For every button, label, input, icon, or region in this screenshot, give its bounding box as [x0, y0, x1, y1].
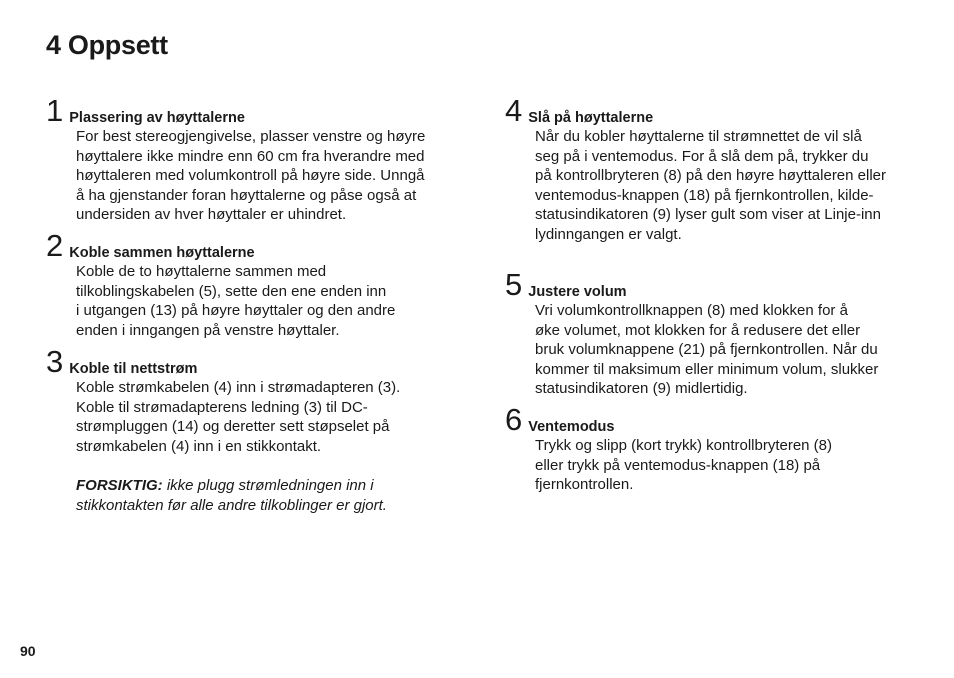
section-number: 5 — [505, 267, 523, 302]
section-title: Ventemodus — [528, 419, 615, 435]
section-body: Koble strømkabelen (4) inn i strømadapteren (3). Koble til strømadapterens ledning (3) til DC- strømpluggen (14) og deretter sett støpselet på strømkabelen (4) inn i en stikkontakt. — [76, 379, 401, 455]
warning-label: FORSIKTIG: — [76, 476, 163, 494]
section-placement — [46, 93, 446, 225]
section-title: Koble sammen høyttalerne — [69, 245, 255, 261]
section-power — [46, 344, 446, 515]
section-header — [505, 402, 925, 437]
section-volume — [505, 267, 925, 399]
section-title: Koble til nettstrøm — [69, 361, 198, 377]
section-number: 1 — [46, 93, 64, 128]
section-number: 6 — [505, 402, 523, 437]
section-standby — [505, 402, 925, 495]
page-number: 90 — [20, 643, 36, 659]
section-connect-speakers — [46, 228, 446, 340]
section-header — [505, 93, 925, 128]
section-header — [46, 93, 446, 128]
section-title: Justere volum — [528, 284, 627, 300]
section-turn-on — [505, 93, 925, 245]
section-number: 4 — [505, 93, 523, 128]
section-title: Plassering av høyttalerne — [69, 110, 245, 126]
section-number: 3 — [46, 344, 64, 379]
section-body: Når du kobler høyttalerne til strømnettet de vil slå seg på i ventemodus. For å slå dem på, trykker du på kontrollbryteren (8) på den høyre høyttaleren eller ventemodus-knappen (18) på fjernkontrollen, kilde- statusindikatoren (9) lyser gult som viser at Linje-inn lydinngangen er valgt. — [535, 128, 887, 243]
section-body: Vri volumkontrollknappen (8) med klokken for å øke volumet, mot klokken for å redusere det eller bruk volumknappene (21) på fjernkontrollen. Når du kommer til maksimum eller minimum volum, slukker statusindikatoren (9) midlertidig. — [535, 302, 879, 398]
section-number: 2 — [46, 228, 64, 263]
section-body: Trykk og slipp (kort trykk) kontrollbryteren (8) eller trykk på ventemodus-knappen (18) på fjernkontrollen. — [535, 437, 833, 494]
warning-text: ikke plugg strømledningen inn i stikkontakten før alle andre tilkoblinger er gjort. — [76, 476, 387, 514]
section-header — [46, 344, 446, 379]
section-header — [46, 228, 446, 263]
section-body: Koble de to høyttalerne sammen med tilkoblingskabelen (5), sette den ene enden inn i utgangen (13) på høyre høyttaler og den andre enden i inngangen på venstre høyttaler. — [76, 263, 396, 339]
section-body: For best stereogjengivelse, plasser venstre og høyre høyttalere ikke mindre enn 60 cm fra hverandre med høyttaleren med volumkontroll på høyre side. Unngå å ha gjenstander foran høyttalerne og påse også at undersiden av hver høyttaler er uhindret. — [76, 128, 426, 224]
section-title: Slå på høyttalerne — [528, 110, 654, 126]
section-header — [505, 267, 925, 302]
page-title: 4 Oppsett — [46, 30, 168, 60]
warning-note — [46, 476, 446, 515]
